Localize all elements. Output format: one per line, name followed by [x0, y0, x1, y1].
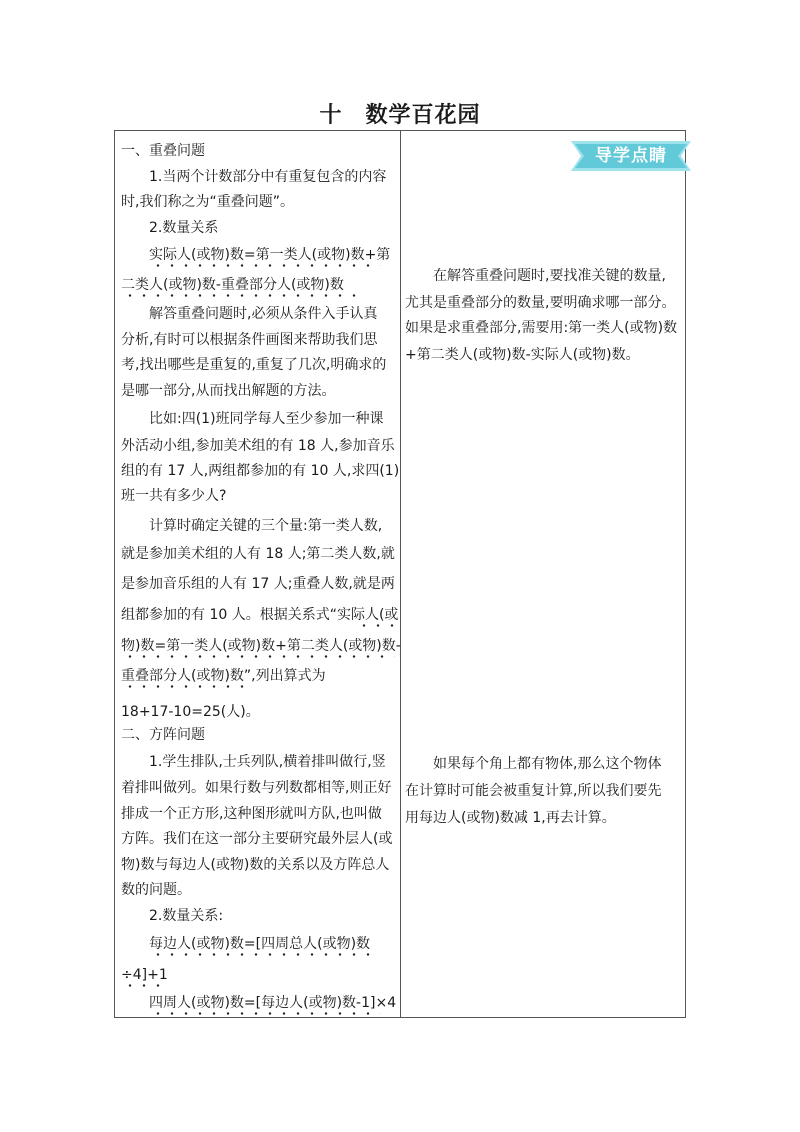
emphasis-dots — [151, 264, 381, 267]
column-divider — [400, 131, 401, 1017]
text-line: 是参加音乐组的人有 17 人;重叠人数,就是两 — [121, 576, 395, 592]
guidance-banner — [571, 139, 691, 173]
text-line: 组的有 17 人,两组都参加的有 10 人,求四(1) — [121, 463, 400, 479]
section-heading-overlap: 一、重叠问题 — [121, 143, 205, 159]
text-line: 1.当两个计数部分中有重复包含的内容 — [121, 169, 387, 185]
text-line: 物)数=第一类人(或物)数+第二类人(或物)数- — [121, 638, 401, 654]
text-line: 班一共有多少人? — [121, 488, 227, 504]
text-line: 计算时确定关键的三个量:第一类人数, — [121, 518, 383, 534]
guidance-text-line: 如果每个角上都有物体,那么这个物体 — [405, 756, 662, 772]
formula-line: 实际人(或物)数=第一类人(或物)数+第 — [121, 247, 391, 263]
text-line: 2.数量关系: — [121, 908, 224, 924]
page-title: 十 数学百花园 — [319, 103, 481, 128]
text-line: 物)数与每边人(或物)数的关系以及方阵总人 — [121, 857, 390, 873]
text-line: 数的问题。 — [121, 882, 191, 898]
formula-line: 二类人(或物)数-重叠部分人(或物)数 — [121, 277, 344, 293]
guidance-text-line: 在解答重叠问题时,要找准关键的数量, — [405, 268, 666, 284]
emphasis-dots — [123, 655, 395, 658]
text-line: 时,我们称之为“重叠问题”。 — [121, 194, 294, 210]
text-line: 解答重叠问题时,必须从条件入手认真 — [121, 306, 378, 322]
emphasis-dots — [123, 685, 251, 688]
formula-line: ÷4]+1 — [121, 967, 168, 983]
text-line: 排成一个正方形,这种图形就叫方队,也叫做 — [121, 806, 382, 822]
guidance-text-line: 如果是求重叠部分,需要用:第一类人(或物)数 — [405, 320, 678, 336]
text-line: 考,找出哪些是重复的,重复了几次,明确求的 — [121, 357, 387, 373]
guidance-text-line: 在计算时可能会被重复计算,所以我们要先 — [405, 783, 662, 799]
calculation-line: 18+17-10=25(人)。 — [121, 704, 260, 720]
emphasis-dots — [123, 294, 363, 297]
text-line: 外活动小组,参加美术组的有 18 人,参加音乐 — [121, 438, 395, 454]
guidance-text-line: 用每边人(或物)数减 1,再去计算。 — [405, 810, 616, 826]
text-line: 着排叫做列。如果行数与列数都相等,则正好 — [121, 780, 392, 796]
content-table — [114, 130, 686, 1018]
guidance-text-line: 尤其是重叠部分的数量,要明确求哪一部分。 — [405, 295, 676, 311]
guidance-text-line: +第二类人(或物)数-实际人(或物)数。 — [405, 347, 640, 363]
text-line: 1.学生排队,士兵列队,横着排叫做行,竖 — [121, 754, 386, 770]
text-line: 就是参加美术组的人有 18 人;第二类人数,就 — [121, 546, 395, 562]
formula-line: 每边人(或物)数=[四周总人(或物)数 — [121, 936, 371, 952]
text-line: 比如:四(1)班同学每人至少参加一种课 — [121, 411, 384, 427]
emphasis-dots — [151, 1012, 381, 1015]
text-line: 重叠部分人(或物)数”,列出算式为 — [121, 668, 326, 684]
formula-line: 四周人(或物)数=[每边人(或物)数-1]×4 — [121, 995, 397, 1011]
emphasis-dots — [123, 984, 169, 987]
text-line: 方阵。我们在这一部分主要研究最外层人(或 — [121, 831, 393, 847]
text-line: 分析,有时可以根据条件画图来帮助我们思 — [121, 332, 378, 348]
text-line: 组都参加的有 10 人。根据关系式“实际人(或 — [121, 607, 399, 623]
text-line: 2.数量关系 — [121, 220, 219, 236]
banner-label: 导学点睛 — [595, 146, 667, 166]
section-heading-square-array: 二、方阵问题 — [121, 727, 205, 743]
text-line: 是哪一部分,从而找出解题的方法。 — [121, 383, 336, 399]
emphasis-dots — [151, 953, 373, 956]
emphasis-dots — [357, 624, 397, 627]
